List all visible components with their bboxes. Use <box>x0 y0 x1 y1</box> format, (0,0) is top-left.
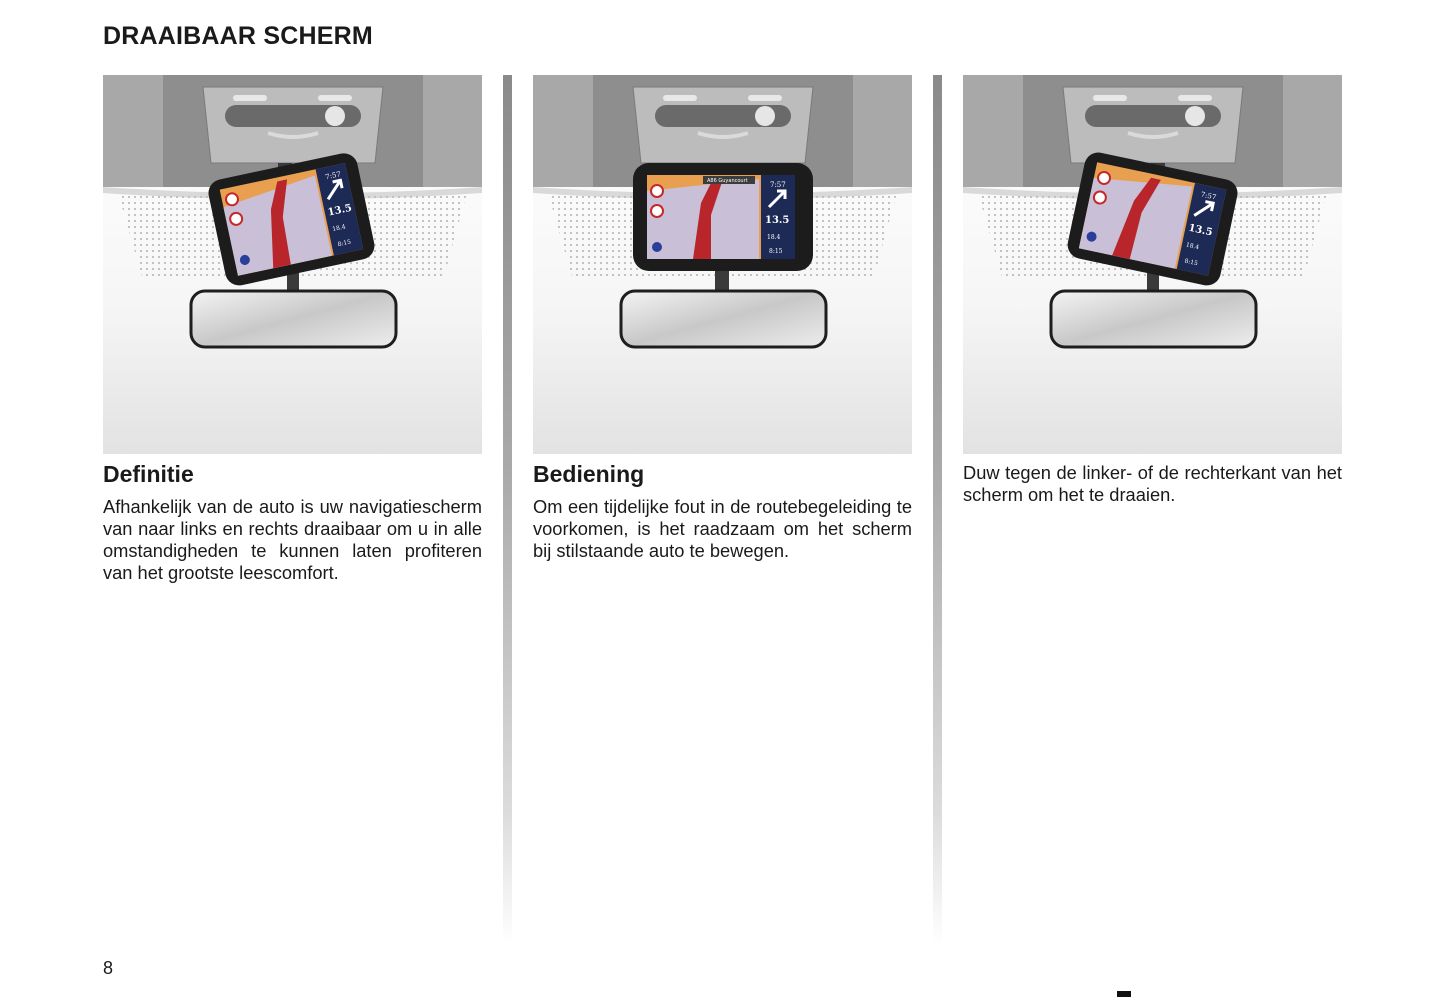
svg-text:7:57: 7:57 <box>324 170 342 182</box>
column-bediening <box>533 75 912 562</box>
svg-text:18.4: 18.4 <box>331 223 347 233</box>
nav-screen-illustration-rotated-right <box>963 75 1342 454</box>
svg-text:7:57: 7:57 <box>770 181 786 189</box>
svg-text:7:57: 7:57 <box>1199 190 1217 202</box>
page-title: DRAAIBAAR SCHERM <box>103 22 373 50</box>
svg-text:13.5: 13.5 <box>765 215 790 226</box>
svg-text:A86 Guyancourt: A86 Guyancourt <box>707 178 748 184</box>
column-draaien <box>963 75 1342 506</box>
nav-screen-illustration-straight <box>533 75 912 454</box>
svg-text:18.4: 18.4 <box>1185 241 1200 252</box>
column-divider <box>933 75 942 945</box>
section-body: Om een tijdelijke fout in de routebegeleiding te voorkomen, is het raadzaam om het scherm bij stilstaande auto te bewegen. <box>533 496 912 561</box>
svg-text:8:15: 8:15 <box>1183 257 1199 268</box>
svg-text:13.5: 13.5 <box>1187 222 1214 239</box>
svg-text:18.4: 18.4 <box>767 234 781 241</box>
section-heading: Bediening <box>533 461 645 487</box>
svg-text:8:15: 8:15 <box>769 248 783 255</box>
section-heading: Definitie <box>103 461 194 487</box>
section-body: Duw tegen de linker- of de rechterkant van het scherm om het te draaien. <box>963 462 1342 505</box>
column-definitie <box>103 75 482 584</box>
nav-screen-illustration-rotated-left <box>103 75 482 454</box>
column-divider <box>503 75 512 945</box>
corner-mark <box>1117 991 1131 997</box>
page-number: 8 <box>103 958 114 978</box>
svg-text:8:15: 8:15 <box>337 238 352 249</box>
section-body: Afhankelijk van de auto is uw navigatiescherm van naar links en rechts draaibaar om u in alle omstandigheden te kunnen laten profiteren van het grootste leescomfort. <box>103 496 482 583</box>
svg-text:13.5: 13.5 <box>326 202 353 219</box>
